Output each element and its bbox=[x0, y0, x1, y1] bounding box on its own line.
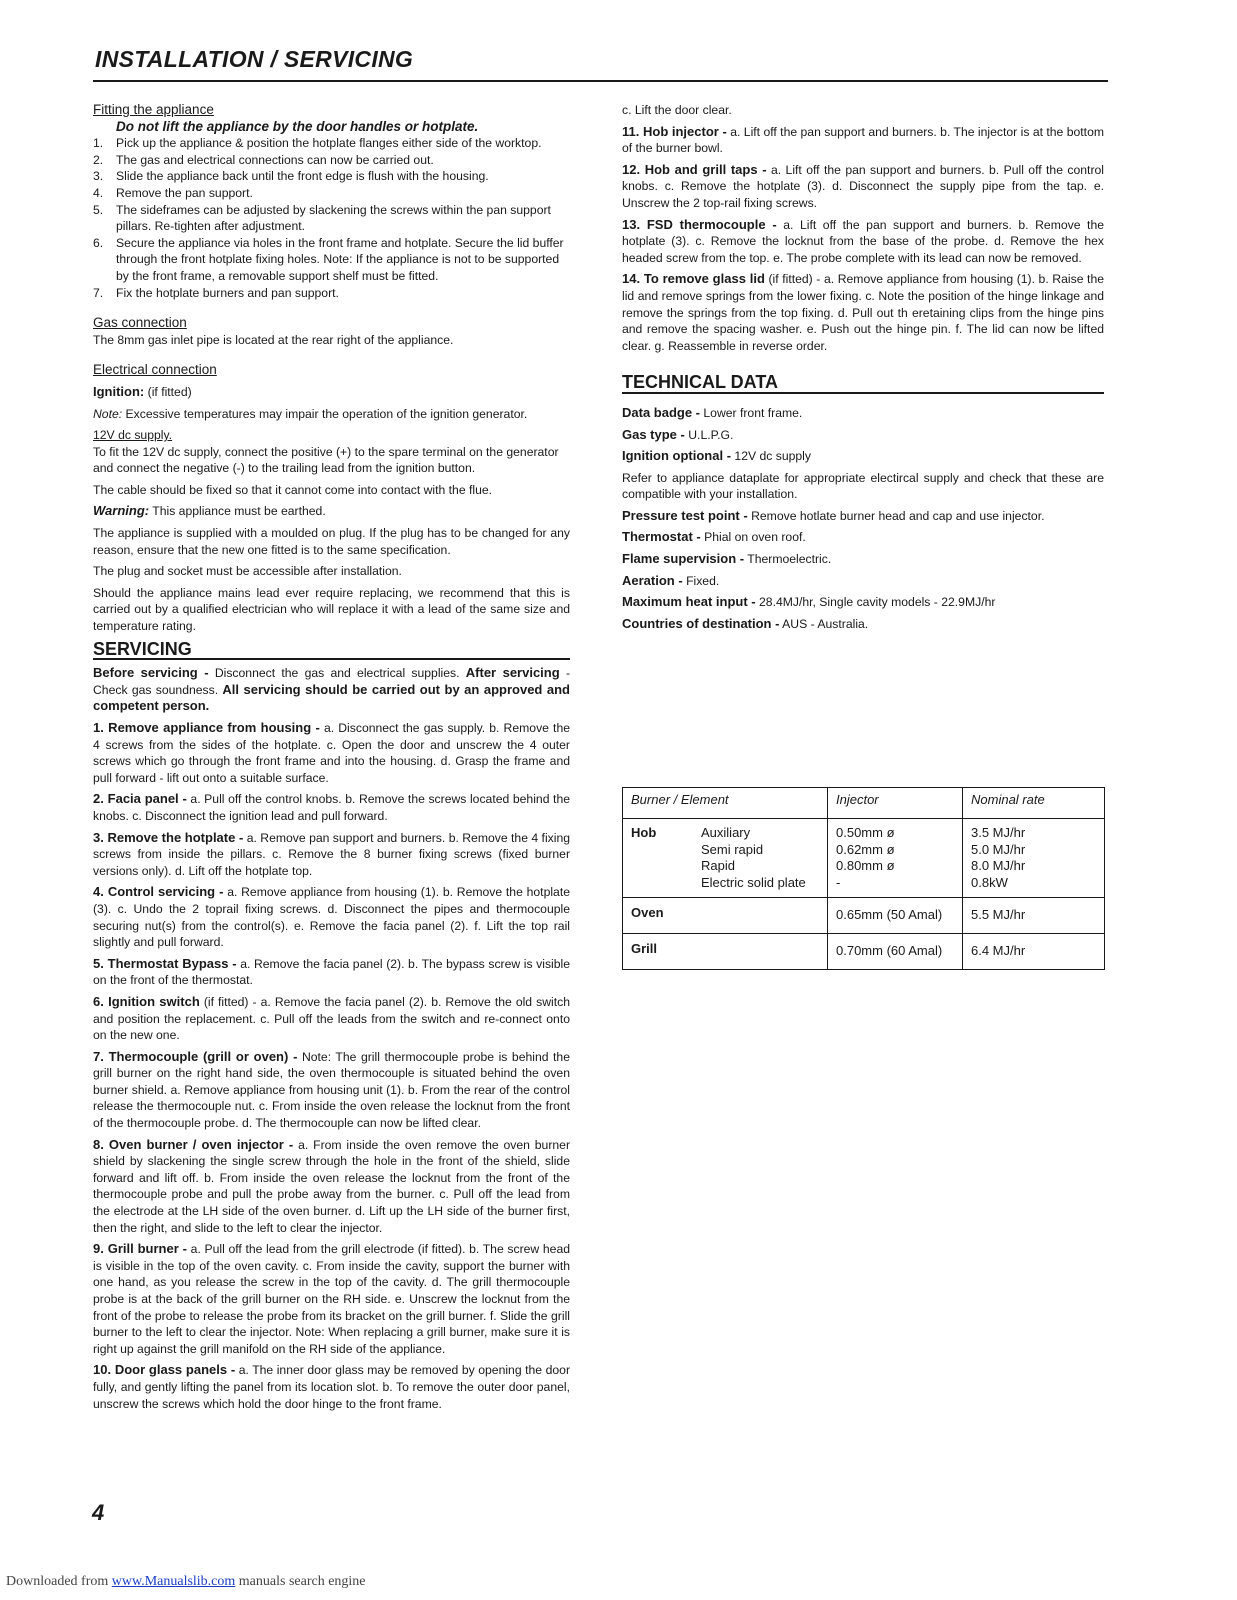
row-label: Grill bbox=[623, 934, 828, 970]
note-text: Excessive temperatures may impair the operation of the ignition generator. bbox=[125, 406, 528, 421]
item-text: a. Remove appliance from housing (1). b. Remove the hotplate (3). c. Undo the 2 toprail fixing screws. d. Disconnect the pipes and thermocouple securing nut(s) from the control(s). e. Remove the facia panel (2). f. Lift the top rail slightly and pull forward. bbox=[93, 885, 570, 950]
tech-value: 12V dc supply bbox=[734, 449, 811, 464]
tech-value: AUS - Australia. bbox=[782, 616, 869, 631]
note-label: Note: bbox=[93, 406, 123, 421]
item-title: 1. Remove appliance from housing - bbox=[93, 720, 320, 735]
fitting-steps bbox=[93, 135, 570, 301]
item-title: 12. Hob and grill taps - bbox=[622, 161, 767, 177]
tech-value: Phial on oven roof. bbox=[704, 530, 806, 545]
item-title: 8. Oven burner / oven injector - bbox=[93, 1136, 294, 1152]
before-label: Before servicing - bbox=[93, 665, 209, 681]
door-clear-text: c. Lift the door clear. bbox=[622, 103, 732, 117]
list-item: 3. Slide the appliance back until the front edge is flush with the housing. bbox=[93, 169, 489, 184]
plug-paragraph: The appliance is supplied with a moulded on plug. If the plug has to be changed for any reason, ensure that the new one fitted is to the same specification. bbox=[93, 526, 570, 557]
injector-value: - bbox=[836, 874, 841, 890]
after-label: After servicing bbox=[465, 665, 560, 681]
injector-value: 0.62mm ø bbox=[836, 841, 895, 857]
tech-label: Flame supervision - bbox=[622, 551, 745, 567]
technical-heading: TECHNICAL DATA bbox=[622, 374, 1104, 394]
item-title: 10. Door glass panels - bbox=[93, 1362, 236, 1378]
item-title: 13. FSD thermocouple - bbox=[622, 216, 777, 232]
table-header-row bbox=[623, 788, 1105, 819]
burner-name: Auxiliary bbox=[701, 825, 751, 840]
list-item: 4. Remove the pan support. bbox=[93, 185, 253, 200]
row-label: Oven bbox=[623, 898, 828, 934]
burner-table bbox=[622, 787, 1105, 970]
servicing-heading: SERVICING bbox=[93, 641, 570, 661]
rate-value: 6.4 MJ/hr bbox=[963, 934, 1105, 970]
item-text: a. Remove pan support and burners. b. Remove the 4 fixing screws from inside the pillars. c. Remove the 8 burner fixing screws (fixed burner versions only). d. Lift off the hotplate top. bbox=[93, 830, 571, 878]
item-text: a. The inner door glass may be removed by opening the door fully, and gently lifting the panel from its location slot. b. To remove the outer door panel, unscrew the screws which hold the door hinge to the front frame. bbox=[93, 1363, 571, 1411]
injector-value: 0.50mm ø bbox=[836, 825, 895, 840]
tech-value: Thermoelectric. bbox=[747, 552, 832, 567]
list-item: 1. Pick up the appliance & position the hotplate flanges either side of the worktop. bbox=[93, 136, 542, 151]
competent-person-note: All servicing should be carried out by an approved and competent person. bbox=[93, 681, 570, 714]
column-header: Burner / Element bbox=[623, 788, 828, 819]
injector-value: 0.70mm (60 Amal) bbox=[828, 934, 963, 970]
item-title: 3. Remove the hotplate - bbox=[93, 829, 244, 845]
burner-name: Semi rapid bbox=[701, 841, 764, 857]
item-text: a. Lift off the pan support and burners. b. The injector is at the bottom of the burner bowl. bbox=[622, 124, 1105, 156]
ignition-text: (if fitted) bbox=[147, 384, 192, 399]
list-item: 5. The sideframes can be adjusted by slackening the screws within the pan support pillars. Re-tighten after adjustment. bbox=[93, 202, 551, 234]
right-column bbox=[622, 102, 1104, 632]
before-text: Disconnect the gas and electrical supplies. bbox=[214, 666, 460, 681]
list-item: 7. Fix the hotplate burners and pan support. bbox=[93, 285, 339, 300]
fitting-heading: Fitting the appliance bbox=[93, 102, 214, 117]
refer-text: Refer to appliance dataplate for appropriate electircal supply and check that these are compatible with your installation. bbox=[622, 470, 1104, 502]
item-title: 2. Facia panel - bbox=[93, 791, 187, 807]
item-text: a. Disconnect the gas supply. b. Remove the 4 screws from the sides of the hotplate. c. Open the door and unscrew the 4 outer screws which go through the front frame and into the housing. d. Grasp the frame and pull forward - lift out onto a suitable surface. bbox=[93, 721, 570, 785]
warning-text: This appliance must be earthed. bbox=[152, 504, 326, 519]
burner-name: Rapid bbox=[701, 858, 735, 873]
injector-value: 0.80mm ø bbox=[836, 858, 895, 873]
item-title: 14. To remove glass lid bbox=[622, 271, 765, 287]
dc-heading: 12V dc supply. bbox=[93, 428, 173, 443]
tech-label: Maximum heat input - bbox=[622, 594, 756, 610]
item-title: 6. Ignition switch bbox=[93, 993, 200, 1009]
tech-value: Remove hotlate burner head and cap and use injector. bbox=[751, 508, 1045, 523]
gas-text: The 8mm gas inlet pipe is located at the rear right of the appliance. bbox=[93, 332, 454, 347]
rate-value: 0.8kW bbox=[971, 874, 1008, 890]
column-header: Nominal rate bbox=[963, 788, 1105, 819]
dc-paragraph: To fit the 12V dc supply, connect the positive (+) to the spare terminal on the generator and connect the negative (-) to the trailing lead from the ignition button. bbox=[93, 444, 559, 476]
footer-prefix: Downloaded from bbox=[6, 1574, 112, 1589]
tech-label: Pressure test point - bbox=[622, 507, 748, 523]
item-title: 5. Thermostat Bypass - bbox=[93, 955, 237, 971]
tech-label: Countries of destination - bbox=[622, 615, 780, 631]
electrical-heading: Electrical connection bbox=[93, 362, 217, 378]
rate-value: 5.0 MJ/hr bbox=[971, 841, 1026, 857]
footer-suffix: manuals search engine bbox=[235, 1574, 366, 1589]
after-text: - Check gas soundness. bbox=[93, 666, 571, 697]
footer bbox=[6, 1574, 366, 1590]
item-text: a. Remove the facia panel (2). b. The bypass screw is visible on the front of the thermostat. bbox=[93, 956, 571, 988]
item-title: 11. Hob injector - bbox=[622, 123, 727, 139]
fitting-warning: Do not lift the appliance by the door handles or hotplate. bbox=[116, 118, 479, 134]
item-title: 9. Grill burner - bbox=[93, 1241, 187, 1257]
gas-heading: Gas connection bbox=[93, 315, 187, 331]
rate-value: 8.0 MJ/hr bbox=[971, 858, 1026, 873]
manualslib-link[interactable]: www.Manualslib.com bbox=[111, 1574, 236, 1589]
socket-paragraph: The plug and socket must be accessible after installation. bbox=[93, 564, 402, 579]
item-text: Note: The grill thermocouple probe is behind the grill burner on the right hand side, the oven thermocouple is situated behind the oven burner shield. a. Remove appliance from housing unit (1). b. From the rear of the control release the thermocouple nut. c. From inside the oven release the locknut from the front of the thermocouple probe. d. The thermocouple can now be lifted clear. bbox=[93, 1049, 570, 1131]
list-item: 6. Secure the appliance via holes in the front frame and hotplate. Secure the lid buffer through the front hotplate fixing holes. Note: If the appliance is not to be supported by the front frame, a removable support shelf must be fitted. bbox=[93, 235, 564, 283]
tech-value: U.L.P.G. bbox=[688, 427, 734, 442]
tech-value: Fixed. bbox=[686, 573, 720, 588]
rate-value: 5.5 MJ/hr bbox=[963, 898, 1105, 934]
tech-value: 28.4MJ/hr, Single cavity models - 22.9MJ/hr bbox=[759, 595, 996, 610]
item-text: (if fitted) - a. Remove appliance from housing (1). b. Raise the lid and remove springs from the lower fixing. c. Note the position of the hinge linkage and remove the springs from the top fixing. d. Pull out th eretaining clips from the hinge pins and remove the spacing washer. e. Push out the hinge pin. f. The lid can now be lifted clear. g. Reassemble in reverse order. bbox=[622, 272, 1104, 353]
page-number: 4 bbox=[92, 1500, 105, 1525]
item-text: a. From inside the oven remove the oven burner shield by slackening the single screw through the hole in the front of the shield, slide forward and lift off. b. From inside the oven release the locknut from the front of the thermocouple probe and pull the probe away from the burner. c. Pull off the lead from the electrode at the LH side of the oven burner. d. Lift up the LH side of the burner first, then the right, and slide to the left to clear the injector. bbox=[93, 1137, 570, 1235]
item-text: a. Lift off the pan support and burners. b. Remove the hotplate (3). c. Remove the locknut from the base of the probe. d. Remove the hex headed screw from the top. e. The probe complete with its lead can now be removed. bbox=[622, 217, 1105, 265]
row-label: Hob bbox=[631, 825, 657, 840]
item-title: 7. Thermocouple (grill or oven) - bbox=[93, 1048, 298, 1064]
tech-label: Ignition optional - bbox=[622, 448, 732, 464]
page-title: INSTALLATION / SERVICING bbox=[95, 46, 414, 72]
item-text: a. Pull off the lead from the grill electrode (if fitted). b. The screw head is visible in the top of the oven cavity. c. From inside the cavity, support the burner with one hand, as you release the screw in the top of the cavity. d. The grill thermocouple probe is at the back of the grill burner on the RH side. e. Unscrew the locknut from the front of the probe to release the probe from its bracket on the grill burner. f. Slide the grill burner to the left to clear the injector. Note: When replacing a grill burner, make sure it is right up against the grill manifold on the RH side of the appliance. bbox=[93, 1242, 570, 1356]
table-row bbox=[623, 819, 1105, 898]
burner-name: Electric solid plate bbox=[701, 874, 806, 890]
item-text: a. Pull off the control knobs. b. Remove the screws located behind the knobs. c. Disconnect the ignition lead and pull forward. bbox=[93, 792, 570, 823]
title-rule bbox=[93, 80, 1108, 82]
tech-label: Aeration - bbox=[622, 572, 683, 588]
item-text: a. Lift off the pan support and burners. b. Pull off the control knobs. c. Remove the hotplate (3). d. Disconnect the supply pipe from the tap. e. Unscrew the 2 top-rail fixing screws. bbox=[622, 162, 1104, 210]
item-title: 4. Control servicing - bbox=[93, 884, 224, 900]
injector-value: 0.65mm (50 Amal) bbox=[828, 898, 963, 934]
mains-paragraph: Should the appliance mains lead ever require replacing, we recommend that this is carried out by a qualified electrician who will replace it with a lead of the same size and temperature rating. bbox=[93, 585, 570, 634]
column-header: Injector bbox=[828, 788, 963, 819]
cable-paragraph: The cable should be fixed so that it cannot come into contact with the flue. bbox=[93, 482, 493, 497]
item-text: (if fitted) - a. Remove the facia panel (2). b. Remove the old switch and position the replacement. c. Pull off the leads from the switch and re-connect onto on the new one. bbox=[93, 994, 570, 1043]
tech-value: Lower front frame. bbox=[703, 405, 803, 420]
ignition-label: Ignition: bbox=[93, 383, 145, 399]
table-row bbox=[623, 898, 1105, 934]
tech-label: Data badge - bbox=[622, 404, 701, 420]
rate-value: 3.5 MJ/hr bbox=[971, 825, 1026, 840]
warning-label: Warning: bbox=[93, 503, 150, 519]
table-row bbox=[623, 934, 1105, 970]
list-item: 2. The gas and electrical connections can now be carried out. bbox=[93, 152, 434, 167]
tech-label: Thermostat - bbox=[622, 529, 701, 545]
tech-label: Gas type - bbox=[622, 426, 685, 442]
left-column bbox=[93, 102, 570, 1412]
